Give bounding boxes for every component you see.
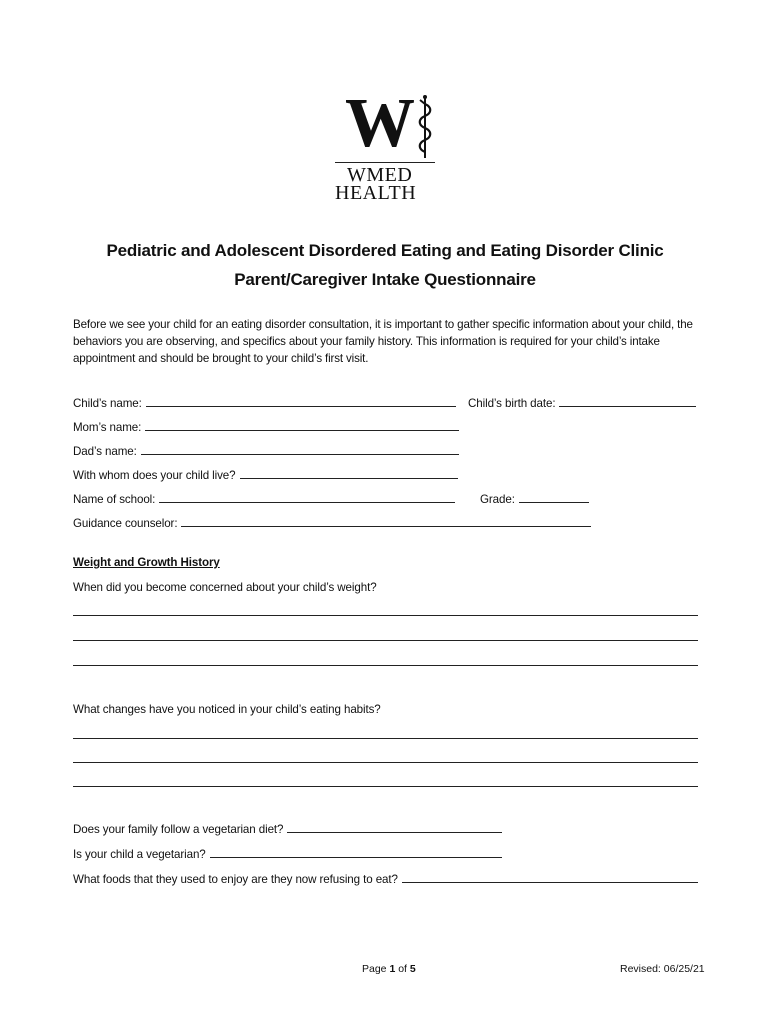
refused-foods-label: What foods that they used to enjoy are they now refusing to eat?: [73, 873, 398, 886]
wmed-health-logo: [330, 85, 440, 210]
guidance-counselor-field[interactable]: [73, 515, 591, 532]
dads-name-label: Dad’s name:: [73, 445, 137, 458]
childs-name-field[interactable]: [73, 395, 456, 412]
lives-with-blank[interactable]: [240, 467, 458, 479]
childs-birth-date-label: Child’s birth date:: [468, 397, 556, 410]
school-blank[interactable]: [159, 491, 455, 503]
childs-name-blank[interactable]: [146, 395, 456, 407]
grade-field[interactable]: [480, 491, 589, 508]
guidance-counselor-blank[interactable]: [181, 515, 591, 527]
page-of: of: [398, 963, 407, 975]
school-label: Name of school:: [73, 493, 156, 506]
page-total: 5: [409, 963, 416, 975]
intro-paragraph: Before we see your child for an eating disorder consultation, it is important to gather specific information about your child, the behaviors you are observing, and specifics about your family history. This information is required for your child’s intake appointment and should be brought to your child’s first visit.: [73, 318, 693, 365]
question-concern-weight: When did you become concerned about your child’s weight?: [73, 581, 377, 594]
logo-health-text: HEALTH: [335, 182, 417, 204]
refused-foods-field[interactable]: [73, 871, 698, 888]
page-current: 1: [389, 963, 396, 975]
logo-divider: [335, 162, 435, 163]
answer-line[interactable]: [73, 615, 698, 616]
logo-wmed-text: WMED: [347, 164, 413, 186]
vegetarian-child-field[interactable]: [73, 846, 502, 863]
grade-blank[interactable]: [519, 491, 589, 503]
dads-name-field[interactable]: [73, 443, 459, 460]
answer-line[interactable]: [73, 640, 698, 641]
answer-line[interactable]: [73, 665, 698, 666]
answer-line[interactable]: [73, 786, 698, 787]
page-label: Page: [362, 963, 387, 975]
childs-birth-date-field[interactable]: [468, 395, 696, 412]
revised-date: Revised: 06/25/21: [620, 963, 705, 975]
childs-name-label: Child’s name:: [73, 397, 142, 410]
moms-name-label: Mom’s name:: [73, 421, 142, 434]
page-subtitle: Parent/Caregiver Intake Questionnaire: [234, 270, 536, 289]
lives-with-field[interactable]: [73, 467, 458, 484]
lives-with-label: With whom does your child live?: [73, 469, 236, 482]
moms-name-blank[interactable]: [145, 419, 459, 431]
vegetarian-family-label: Does your family follow a vegetarian diet?: [73, 823, 284, 836]
vegetarian-child-label: Is your child a vegetarian?: [73, 848, 206, 861]
grade-label: Grade:: [480, 493, 515, 506]
moms-name-field[interactable]: [73, 419, 459, 436]
childs-birth-date-blank[interactable]: [559, 395, 696, 407]
page-number: [362, 963, 416, 975]
page-title: Pediatric and Adolescent Disordered Eating and Eating Disorder Clinic: [106, 241, 664, 260]
answer-line[interactable]: [73, 762, 698, 763]
logo-w-letter: W: [345, 85, 413, 162]
dads-name-blank[interactable]: [141, 443, 459, 455]
refused-foods-blank[interactable]: [402, 871, 698, 883]
vegetarian-child-blank[interactable]: [210, 846, 502, 858]
school-field[interactable]: [73, 491, 455, 508]
guidance-counselor-label: Guidance counselor:: [73, 517, 178, 530]
answer-line[interactable]: [73, 738, 698, 739]
question-eating-habits: What changes have you noticed in your child’s eating habits?: [73, 703, 381, 716]
section-heading-weight: Weight and Growth History: [73, 556, 220, 569]
vegetarian-family-blank[interactable]: [287, 821, 502, 833]
vegetarian-family-field[interactable]: [73, 821, 502, 838]
rod-of-asclepius-icon: [416, 94, 434, 160]
